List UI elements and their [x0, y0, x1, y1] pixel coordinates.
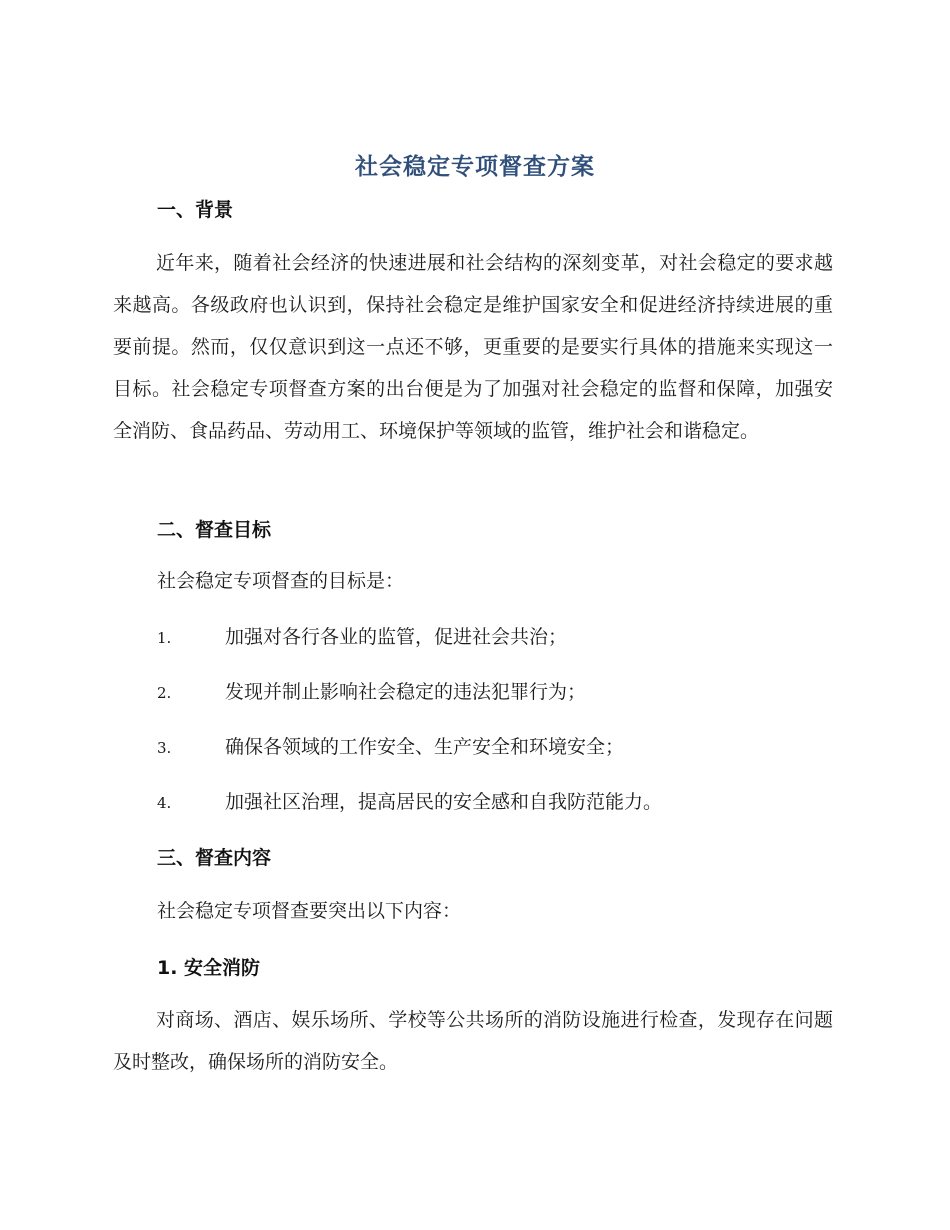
list-item-text: 加强对各行各业的监管，促进社会共治；: [225, 626, 568, 648]
list-item-number: 2.: [157, 684, 172, 702]
list-item-text: 发现并制止影响社会稳定的违法犯罪行为；: [225, 681, 587, 703]
list-item-text: 确保各领域的工作安全、生产安全和环境安全；: [225, 736, 625, 758]
list-item: [157, 677, 586, 707]
section-heading-content: 三、督查内容: [157, 847, 272, 869]
section-heading-background: 一、背景: [157, 199, 234, 221]
background-paragraph: 近年来，随着社会经济的快速进展和社会结构的深刻变革，对社会稳定的要求越来越高。各级政府也认识到，保持社会稳定是维护国家安全和促进经济持续进展的重要前提。然而，仅仅意识到这一点还不够，更重要的是要实行具体的措施来实现这一目标。社会稳定专项督查方案的出台便是为了加强对社会稳定的监督和保障，加强安全消防、食品药品、劳动用工、环境保护等领域的监管，维护社会和谐稳定。: [113, 252, 833, 442]
list-item-number: 4.: [157, 794, 172, 812]
list-item-text: 加强社区治理，提高居民的安全感和自我防范能力。: [225, 791, 663, 813]
list-item: [157, 622, 567, 652]
fire-safety-paragraph: 对商场、酒店、娱乐场所、学校等公共场所的消防设施进行检查，发现存在问题及时整改，确保场所的消防安全。: [113, 1009, 833, 1073]
goals-intro: 社会稳定专项督查的目标是：: [157, 570, 405, 592]
list-item: [157, 787, 662, 817]
document-title: 社会稳定专项督查方案: [355, 154, 595, 180]
content-intro: 社会稳定专项督查要突出以下内容：: [157, 900, 462, 922]
subsection-heading-fire-safety: 1. 安全消防: [157, 957, 261, 979]
section-heading-goals: 二、督查目标: [157, 519, 272, 541]
list-item-number: 3.: [157, 739, 172, 757]
list-item-number: 1.: [157, 629, 172, 647]
list-item: [157, 732, 624, 762]
